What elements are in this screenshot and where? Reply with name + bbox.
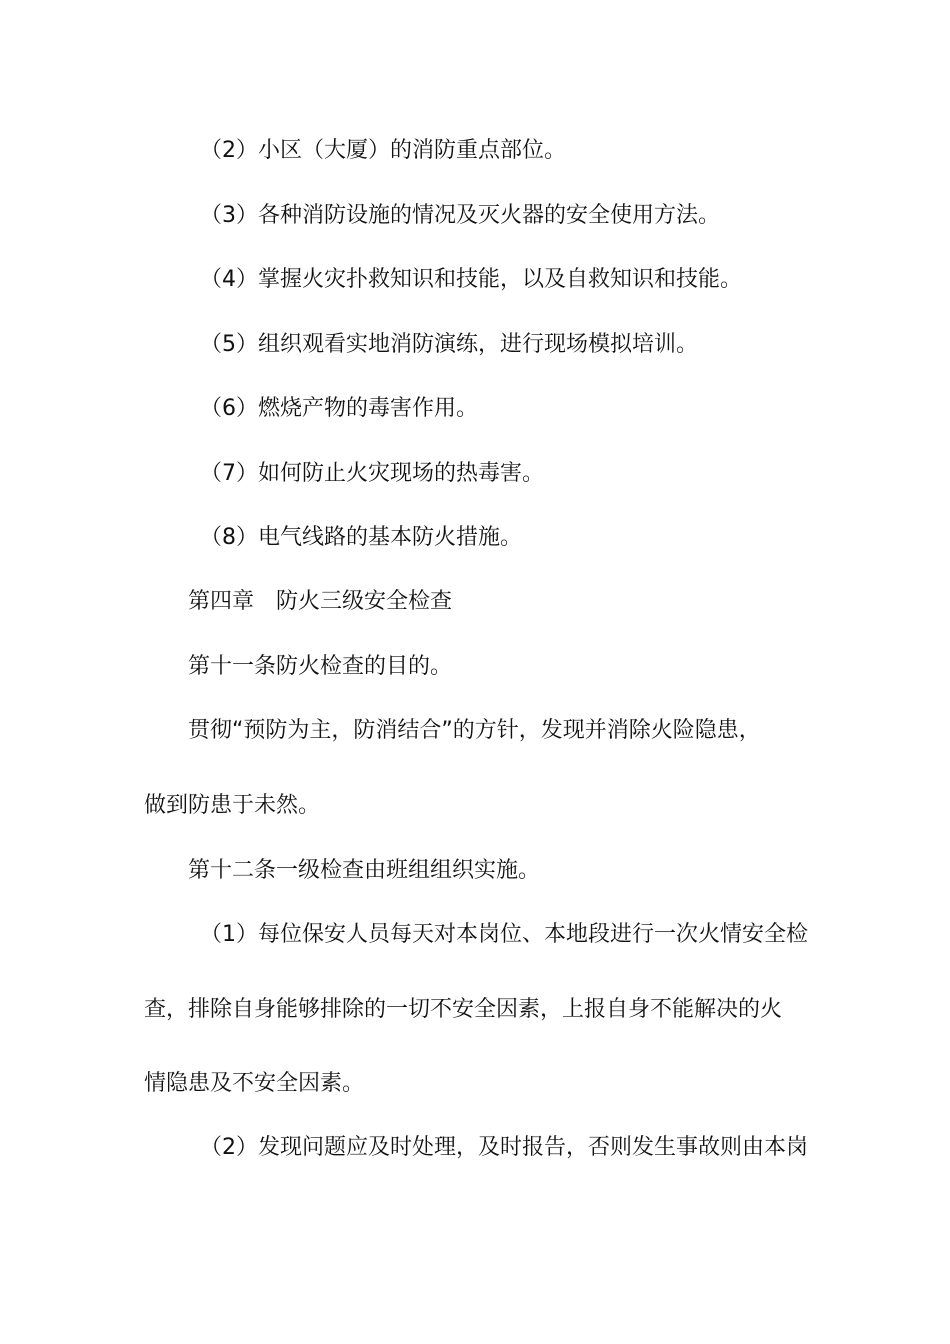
list-item-1: （1）每位保安人员每天对本岗位、本地段进行一次火情安全检 [200, 922, 808, 947]
paragraph-line: 查，排除自身能够排除的一切不安全因素，上报自身不能解决的火 [144, 997, 783, 1022]
paragraph-line: 贯彻“预防为主，防消结合”的方针，发现并消除火险隐患， [188, 718, 761, 743]
list-item-7: （7）如何防止火灾现场的热毒害。 [200, 461, 544, 486]
paragraph-line: 做到防患于未然。 [144, 793, 321, 818]
article-heading-12: 第十二条一级检查由班组组织实施。 [188, 858, 541, 883]
list-item-6: （6）燃烧产物的毒害作用。 [200, 396, 478, 421]
list-item-2b: （2）发现问题应及时处理，及时报告，否则发生事故则由本岗 [200, 1135, 808, 1160]
list-item-3: （3）各种消防设施的情况及灭火器的安全使用方法。 [200, 203, 720, 228]
list-item-4: （4）掌握火灾扑救知识和技能，以及自救知识和技能。 [200, 267, 742, 292]
article-heading-11: 第十一条防火检查的目的。 [188, 654, 453, 679]
list-item-8: （8）电气线路的基本防火措施。 [200, 525, 522, 550]
list-item-2: （2）小区（大厦）的消防重点部位。 [200, 138, 566, 163]
chapter-heading: 第四章 防火三级安全检查 [188, 589, 453, 614]
paragraph-line: 情隐患及不安全因素。 [144, 1071, 365, 1096]
list-item-5: （5）组织观看实地消防演练，进行现场模拟培训。 [200, 332, 698, 357]
